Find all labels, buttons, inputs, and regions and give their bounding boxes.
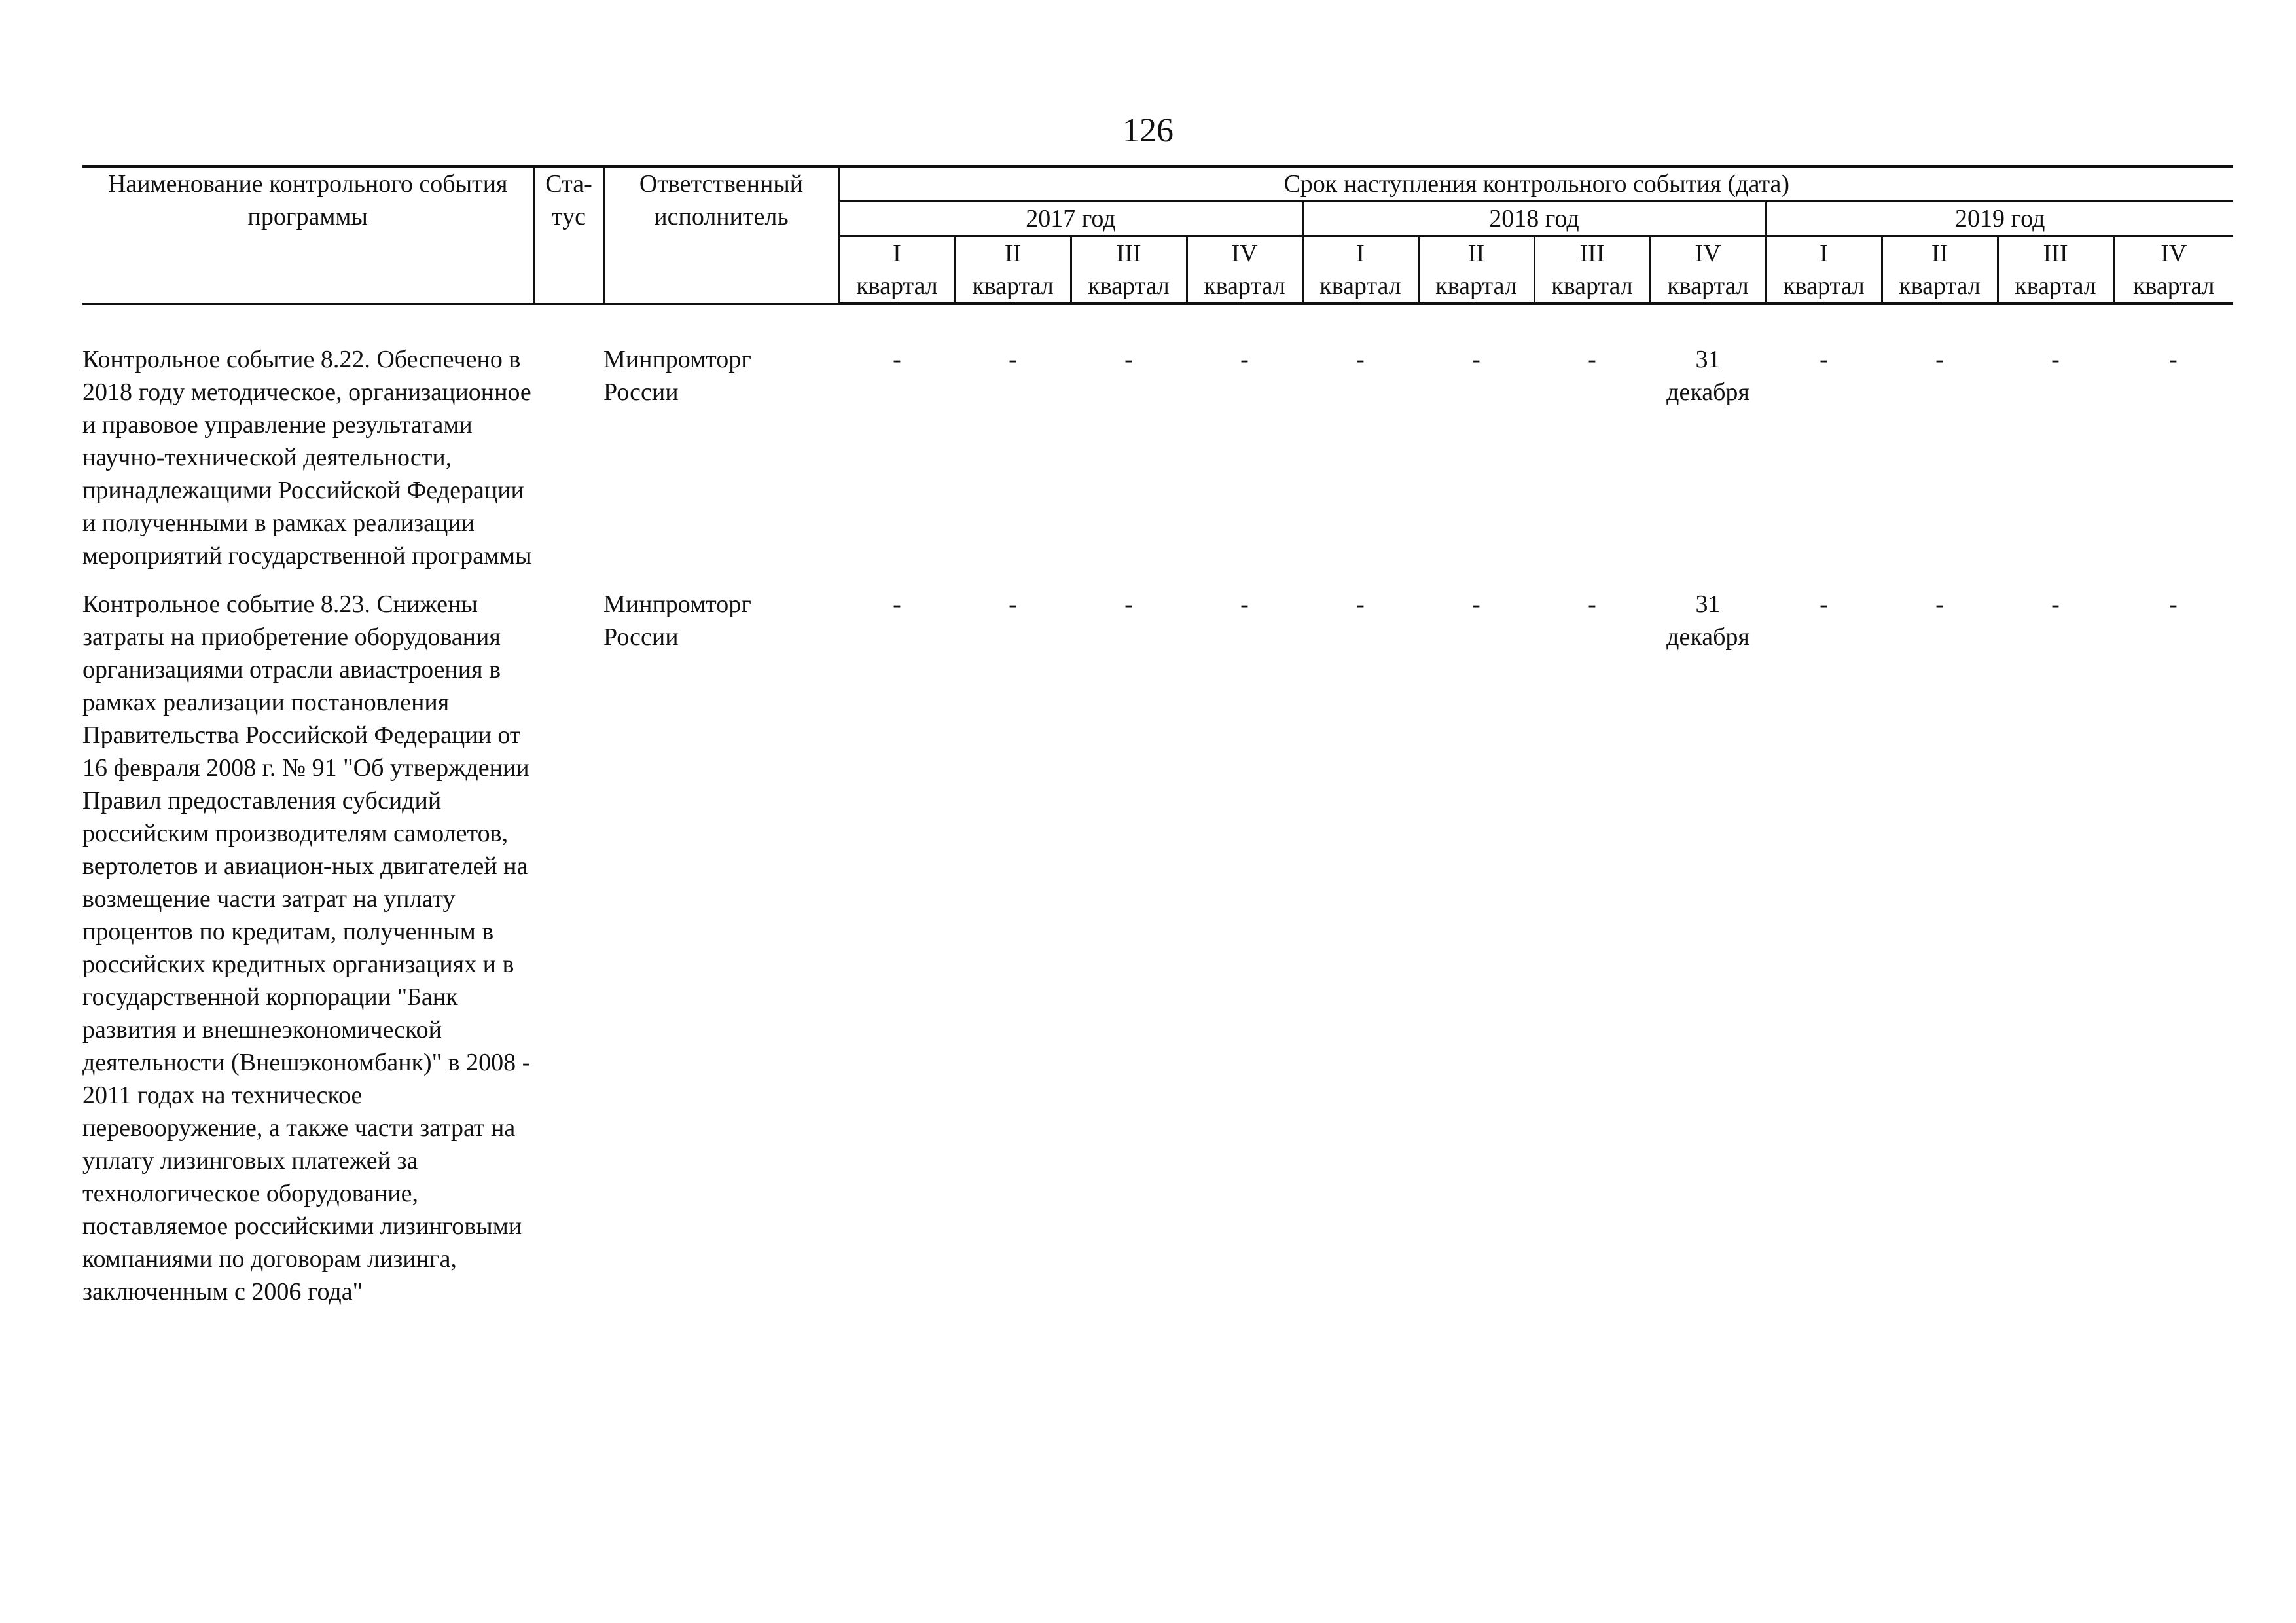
page-number: 126 [1122,112,1174,149]
quarter-cell: - [893,346,901,373]
header-event-name: Наименование контрольного события программы [82,166,534,304]
header-quarter: III квартал [1534,236,1650,304]
header-quarter: II квартал [955,236,1071,304]
event-status [534,588,603,1308]
quarter-cell: - [1935,346,1944,373]
quarter-cell: - [1009,346,1017,373]
quarter-cell: - [1356,346,1365,373]
quarter-cell: - [1124,346,1133,373]
header-quarter: IV квартал [1650,236,1766,304]
table-body [82,304,2233,1308]
quarter-cell: - [2169,591,2178,618]
header-year: 2018 год [1302,202,1766,236]
event-status [534,343,603,572]
quarter-cell: - [893,591,901,618]
quarter-cell: - [1472,346,1480,373]
header-quarter: III квартал [1071,236,1187,304]
quarter-cell: - [1124,591,1133,618]
quarter-cell: - [1356,591,1365,618]
event-executor: Минпромторг России [603,346,751,406]
quarter-cell: - [1472,591,1480,618]
quarter-cell: - [2169,346,2178,373]
quarter-cell: - [2051,346,2060,373]
header-quarter: I квартал [1766,236,1882,304]
header-quarter: I квартал [1302,236,1418,304]
header-quarter: II квартал [1418,236,1534,304]
quarter-cell: - [1009,591,1017,618]
quarter-cell: - [1240,346,1249,373]
event-executor: Минпромторг России [603,591,751,651]
header-deadline: Срок наступления контрольного события (дата) [839,166,2233,202]
header-quarter: I квартал [839,236,955,304]
table-row [82,588,2233,1308]
header-quarter: II квартал [1882,236,1998,304]
quarter-cell: - [2051,591,2060,618]
header-year: 2019 год [1766,202,2233,236]
quarter-cell: - [1240,591,1249,618]
header-quarter: III квартал [1998,236,2113,304]
quarter-cell: - [1820,591,1828,618]
control-events-table [82,165,2233,1308]
quarter-cell: 31 декабря [1666,591,1749,651]
header-quarter: IV квартал [2113,236,2233,304]
header-quarter: IV квартал [1187,236,1302,304]
event-name: Контрольное событие 8.22. Обеспечено в 2018 году методическое, организационное и правовое управление результатами научно-технической деятельности, принадлежащими Российской Федерации и полученными в рамках реализации мероприятий государственной программы [82,346,532,570]
quarter-cell: - [1588,591,1596,618]
quarter-cell: - [1588,346,1596,373]
header-year: 2017 год [839,202,1302,236]
table-header [82,166,2233,304]
header-executor: Ответственный исполнитель [603,166,839,304]
quarter-cell: 31 декабря [1666,346,1749,406]
header-status: Ста- тус [534,166,603,304]
table-row [82,343,2233,572]
event-name: Контрольное событие 8.23. Снижены затраты на приобретение оборудования организациями отрасли авиастроения в рамках реализации постановления Правительства Российской Федерации от 16 февраля 2008 г. № 91 "Об утверждении Правил предоставления субсидий российским производителям самолетов, вертолетов и авиацион-ных двигателей на возмещение части затрат на уплату процентов по кредитам, полученным в российских кредитных организациях и в государственной корпорации "Банк развития и внешнеэкономической деятельности (Внешэкономбанк)" в 2008 - 2011 годах на техническое перевооружение, а также части затрат на уплату лизинговых платежей за технологическое оборудование, поставляемое российскими лизинговыми компаниями по договорам лизинга, заключенным с 2006 года" [82,591,531,1305]
quarter-cell: - [1935,591,1944,618]
quarter-cell: - [1820,346,1828,373]
